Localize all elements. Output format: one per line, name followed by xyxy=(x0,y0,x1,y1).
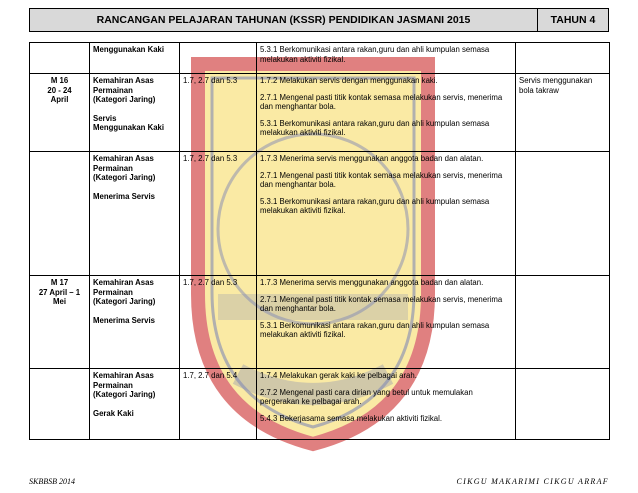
reference-cell xyxy=(180,43,257,74)
document-header xyxy=(29,8,609,32)
reference-cell: 1.7, 2.7 dan 5.4 xyxy=(180,369,257,440)
skill-cell: Kemahiran Asas Permainan (Kategori Jaring) Menerima Servis xyxy=(90,152,180,276)
note-cell xyxy=(516,43,610,74)
note-cell xyxy=(516,152,610,276)
lesson-plan-table xyxy=(29,42,610,440)
learning-standard-cell: 1.7.4 Melakukan gerak kaki ke pelbagai arah. 2.7.2 Mengenal pasti cara dirian yang betul untuk memulakan pergerakan ke pelbagai arah. 5.4.3 Bekerjasama semasa melakukan aktiviti fizikal. xyxy=(257,369,516,440)
reference-cell: 1.7, 2.7 dan 5.3 xyxy=(180,276,257,369)
learning-standard-cell: 5.3.1 Berkomunikasi antara rakan,guru dan ahli kumpulan semasa melakukan aktiviti fizikal. xyxy=(257,43,516,74)
skill-cell: Kemahiran Asas Permainan (Kategori Jaring) Menerima Servis xyxy=(90,276,180,369)
note-cell: Servis menggunakan bola takraw xyxy=(516,74,610,152)
week-cell xyxy=(30,74,90,152)
reference-cell: 1.7, 2.7 dan 5.3 xyxy=(180,74,257,152)
week-month: April xyxy=(50,95,69,105)
week-number: M 17 xyxy=(50,278,69,287)
table-row xyxy=(30,74,610,152)
footer-author: CIKGU MAKARIMI CIKGU ARRAF xyxy=(456,477,609,486)
week-number: M 16 xyxy=(50,76,69,85)
week-month: Mei xyxy=(53,297,66,307)
reference-cell: 1.7, 2.7 dan 5.3 xyxy=(180,152,257,276)
note-cell xyxy=(516,369,610,440)
table-row xyxy=(30,152,610,276)
learning-standard-cell: 1.7.2 Melakukan servis dengan menggunakan kaki. 2.7.1 Mengenal pasti titik kontak semasa melakukan servis, menerima dan menghantar bola. 5.3.1 Berkomunikasi antara rakan,guru dan ahli kumpulan semasa melakukan aktiviti fizikal. xyxy=(257,74,516,152)
week-dates: 20 - 24 xyxy=(47,85,72,95)
week-cell xyxy=(30,152,90,276)
learning-standard-cell: 1.7.3 Menerima servis menggunakan anggota badan dan alatan. 2.7.1 Mengenal pasti titik kontak semasa melakukan servis, menerima dan menghantar bola. 5.3.1 Berkomunikasi antara rakan,guru dan ahli kumpulan semasa melakukan aktiviti fizikal. xyxy=(257,276,516,369)
week-dates: 27 April – 1 xyxy=(38,287,81,297)
skill-cell: Kemahiran Asas Permainan (Kategori Jaring) Servis Menggunakan Kaki xyxy=(90,74,180,152)
table-row xyxy=(30,369,610,440)
year-label: TAHUN 4 xyxy=(550,14,596,26)
table-row xyxy=(30,276,610,369)
note-cell xyxy=(516,276,610,369)
skill-cell: Menggunakan Kaki xyxy=(90,43,180,74)
week-cell xyxy=(30,276,90,369)
document-title: RANCANGAN PELAJARAN TAHUNAN (KSSR) PENDIDIKAN JASMANI 2015 xyxy=(96,14,471,26)
week-cell xyxy=(30,369,90,440)
table-row xyxy=(30,43,610,74)
skill-cell: Kemahiran Asas Permainan (Kategori Jaring) Gerak Kaki xyxy=(90,369,180,440)
footer-school-code: SKBBSB 2014 xyxy=(29,477,75,486)
week-cell xyxy=(30,43,90,74)
learning-standard-cell: 1.7.3 Menerima servis menggunakan anggota badan dan alatan. 2.7.1 Mengenal pasti titik kontak semasa melakukan servis, menerima dan menghantar bola. 5.3.1 Berkomunikasi antara rakan,guru dan ahli kumpulan semasa melakukan aktiviti fizikal. xyxy=(257,152,516,276)
